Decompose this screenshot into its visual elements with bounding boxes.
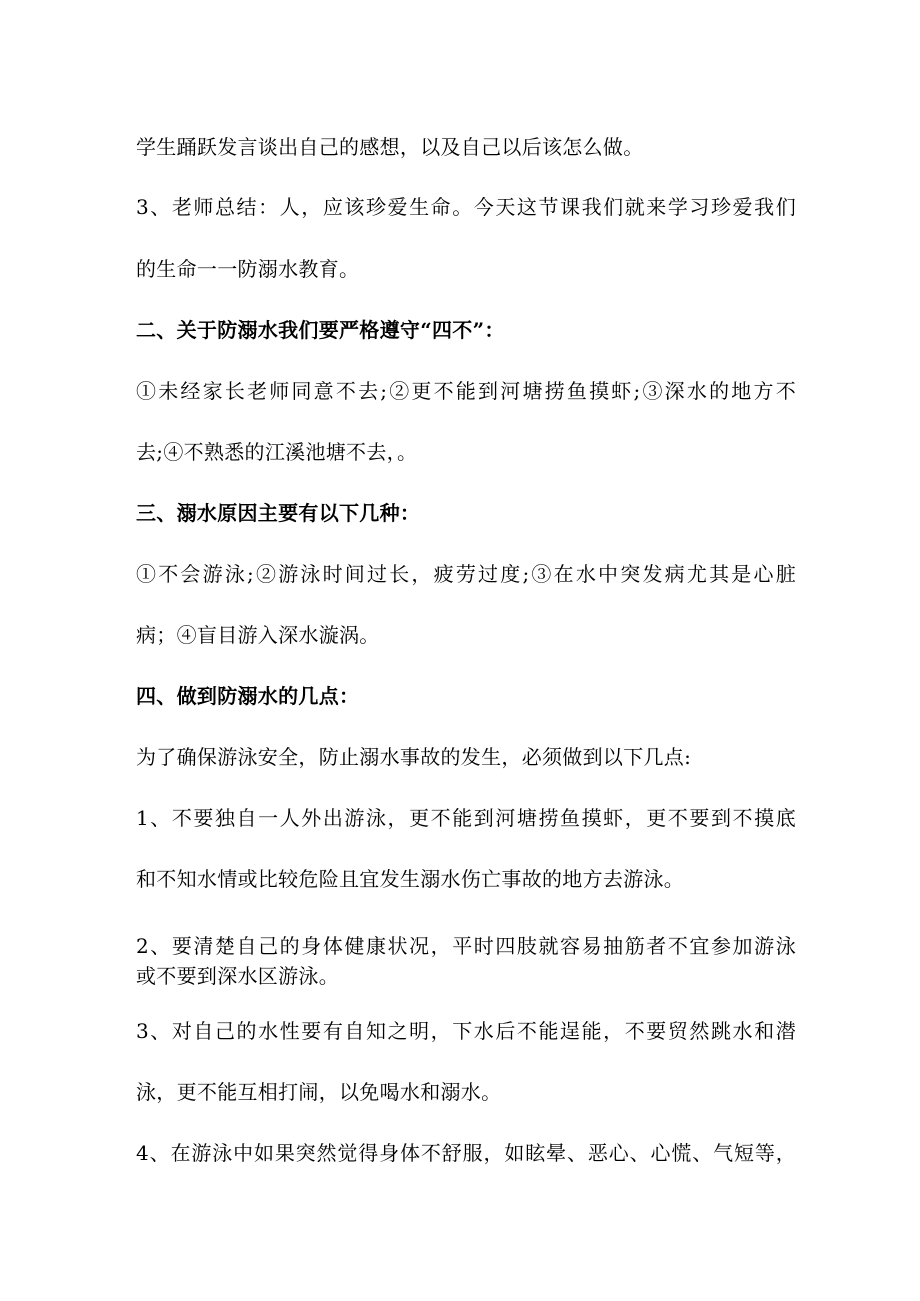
paragraph-line: 去;④不熟悉的江溪池塘不去，。 (136, 440, 418, 464)
paragraph-line: 4、在游泳中如果突然觉得身体不舒服，如眩晕、恶心、心慌、气短等， (136, 1141, 796, 1165)
paragraph-line: ①不会游泳;②游泳时间过长，疲劳过度;③在水中突发病尤其是心脏 (136, 562, 796, 586)
paragraph-line: 1、不要独自一人外出游泳，更不能到河塘捞鱼摸虾，更不要到不摸底 (136, 806, 796, 830)
section-heading: 四、做到防溺水的几点： (136, 684, 360, 708)
section-heading: 三、溺水原因主要有以下几种： (136, 501, 421, 525)
paragraph-line: 2、要清楚自己的身体健康状况，平时四肢就容易抽筋者不宜参加游泳 (136, 934, 796, 958)
paragraph-line: 和不知水情或比较危险且宜发生溺水伤亡事故的地方去游泳。 (136, 867, 685, 891)
paragraph-line: 或不要到深水区游泳。 (136, 964, 339, 988)
section-heading: 二、关于防溺水我们要严格遵守“四不”： (136, 318, 505, 342)
paragraph-line: 3、对自己的水性要有自知之明，下水后不能逞能，不要贸然跳水和潜 (136, 1019, 796, 1043)
paragraph-line: 3、老师总结：人，应该珍爱生命。今天这节课我们就来学习珍爱我们 (136, 195, 796, 219)
paragraph-line: 学生踊跃发言谈出自己的感想，以及自己以后该怎么做。 (136, 135, 644, 159)
paragraph-line: 泳，更不能互相打闹，以免喝水和溺水。 (136, 1080, 502, 1104)
paragraph-line: 为了确保游泳安全，防止溺水事故的发生，必须做到以下几点: (136, 745, 692, 769)
paragraph-line: 病；④盲目游入深水漩涡。 (136, 623, 380, 647)
paragraph-line: 的生命一一防溺水教育。 (136, 257, 360, 281)
paragraph-line: ①未经家长老师同意不去;②更不能到河塘捞鱼摸虾;③深水的地方不 (136, 379, 796, 403)
